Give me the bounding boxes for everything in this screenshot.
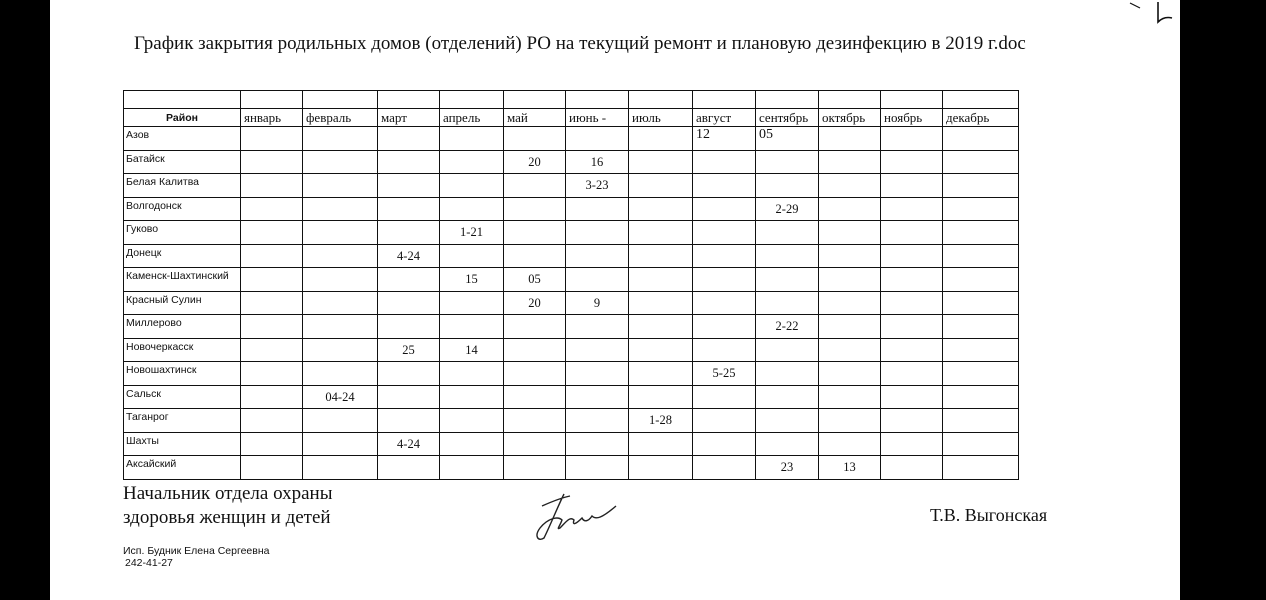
district-name: Миллерово <box>124 315 241 339</box>
district-name: Донецк <box>124 244 241 268</box>
schedule-cell <box>566 315 629 339</box>
schedule-cell <box>756 244 819 268</box>
district-name: Аксайский <box>124 456 241 480</box>
document-title: График закрытия родильных домов (отделений) РО на текущий ремонт и плановую дезинфекцию в 2019 г.doc <box>134 33 1026 54</box>
schedule-cell <box>378 385 440 409</box>
schedule-cell <box>943 315 1019 339</box>
table-row <box>124 127 1019 151</box>
schedule-cell: 20 <box>504 291 566 315</box>
header-month: март <box>378 109 440 127</box>
blank-cell <box>440 91 504 109</box>
schedule-cell: 13 <box>819 456 881 480</box>
schedule-cell <box>378 268 440 292</box>
schedule-cell: 05 <box>756 127 819 151</box>
table-row <box>124 221 1019 245</box>
schedule-cell <box>943 432 1019 456</box>
schedule-cell <box>881 362 943 386</box>
schedule-cell <box>693 432 756 456</box>
schedule-cell <box>629 197 693 221</box>
table-row <box>124 197 1019 221</box>
table-row <box>124 291 1019 315</box>
district-name: Красный Сулин <box>124 291 241 315</box>
table-row <box>124 150 1019 174</box>
schedule-cell <box>241 291 303 315</box>
schedule-cell <box>378 221 440 245</box>
table-row <box>124 315 1019 339</box>
schedule-cell <box>440 409 504 433</box>
blank-top-row <box>124 91 1019 109</box>
schedule-cell <box>943 127 1019 151</box>
schedule-cell <box>756 291 819 315</box>
schedule-cell <box>881 244 943 268</box>
blank-cell <box>881 91 943 109</box>
schedule-cell <box>440 127 504 151</box>
schedule-cell <box>943 221 1019 245</box>
schedule-cell <box>819 150 881 174</box>
schedule-cell <box>693 268 756 292</box>
schedule-cell <box>241 362 303 386</box>
schedule-cell <box>629 268 693 292</box>
schedule-cell <box>566 244 629 268</box>
schedule-cell <box>566 338 629 362</box>
district-name: Азов <box>124 127 241 151</box>
schedule-cell <box>440 456 504 480</box>
district-name: Шахты <box>124 432 241 456</box>
schedule-cell: 4-24 <box>378 244 440 268</box>
schedule-cell <box>378 315 440 339</box>
schedule-cell <box>881 291 943 315</box>
schedule-cell: 25 <box>378 338 440 362</box>
schedule-cell <box>378 197 440 221</box>
schedule-cell <box>378 362 440 386</box>
schedule-cell <box>504 221 566 245</box>
schedule-cell <box>504 338 566 362</box>
schedule-cell <box>566 127 629 151</box>
schedule-cell <box>693 150 756 174</box>
schedule-cell <box>241 385 303 409</box>
schedule-cell <box>629 221 693 245</box>
schedule-cell <box>378 127 440 151</box>
schedule-cell <box>756 409 819 433</box>
schedule-cell: 9 <box>566 291 629 315</box>
schedule-cell: 05 <box>504 268 566 292</box>
schedule-cell <box>693 315 756 339</box>
schedule-cell <box>629 291 693 315</box>
schedule-cell <box>440 244 504 268</box>
schedule-cell <box>303 409 378 433</box>
schedule-cell <box>241 315 303 339</box>
schedule-cell <box>881 432 943 456</box>
executor-phone: 242-41-27 <box>125 557 173 569</box>
schedule-cell <box>881 127 943 151</box>
schedule-cell: 23 <box>756 456 819 480</box>
schedule-cell <box>881 456 943 480</box>
blank-cell <box>124 91 241 109</box>
schedule-cell <box>629 315 693 339</box>
schedule-cell <box>819 315 881 339</box>
schedule-cell <box>693 385 756 409</box>
schedule-cell <box>303 127 378 151</box>
schedule-cell <box>303 315 378 339</box>
schedule-cell <box>504 127 566 151</box>
schedule-cell <box>440 291 504 315</box>
schedule-cell <box>241 268 303 292</box>
schedule-cell <box>943 244 1019 268</box>
schedule-cell: 15 <box>440 268 504 292</box>
schedule-cell <box>566 362 629 386</box>
schedule-cell <box>943 150 1019 174</box>
schedule-cell <box>566 268 629 292</box>
schedule-cell <box>566 221 629 245</box>
schedule-cell <box>303 197 378 221</box>
schedule-cell <box>378 174 440 198</box>
schedule-cell: 1-28 <box>629 409 693 433</box>
executor-info <box>123 545 269 569</box>
schedule-cell <box>303 244 378 268</box>
schedule-cell <box>241 456 303 480</box>
schedule-cell <box>629 385 693 409</box>
schedule-cell <box>241 221 303 245</box>
schedule-cell <box>241 432 303 456</box>
schedule-cell <box>504 244 566 268</box>
schedule-cell <box>566 456 629 480</box>
schedule-cell <box>303 291 378 315</box>
schedule-cell: 2-29 <box>756 197 819 221</box>
header-month: июнь - <box>566 109 629 127</box>
table-row <box>124 338 1019 362</box>
header-row <box>124 109 1019 127</box>
schedule-cell <box>629 150 693 174</box>
schedule-cell <box>819 197 881 221</box>
schedule-cell: 20 <box>504 150 566 174</box>
schedule-cell <box>943 409 1019 433</box>
schedule-cell <box>303 456 378 480</box>
district-name: Волгодонск <box>124 197 241 221</box>
table-row <box>124 362 1019 386</box>
schedule-cell <box>440 362 504 386</box>
schedule-table <box>123 90 1019 480</box>
blank-cell <box>629 91 693 109</box>
schedule-cell <box>881 338 943 362</box>
schedule-cell <box>943 456 1019 480</box>
blank-cell <box>241 91 303 109</box>
table-row <box>124 432 1019 456</box>
header-district: Район <box>124 109 241 127</box>
schedule-cell <box>756 150 819 174</box>
signer-position <box>123 482 332 530</box>
schedule-cell <box>303 338 378 362</box>
schedule-cell <box>566 197 629 221</box>
schedule-cell <box>943 174 1019 198</box>
header-month: ноябрь <box>881 109 943 127</box>
schedule-cell <box>943 338 1019 362</box>
schedule-cell <box>378 150 440 174</box>
schedule-cell <box>819 174 881 198</box>
blank-cell <box>693 91 756 109</box>
district-name: Таганрог <box>124 409 241 433</box>
schedule-cell <box>303 268 378 292</box>
schedule-cell <box>504 432 566 456</box>
schedule-cell <box>241 127 303 151</box>
district-name: Каменск-Шахтинский <box>124 268 241 292</box>
schedule-cell <box>881 221 943 245</box>
table-row <box>124 385 1019 409</box>
schedule-cell <box>440 432 504 456</box>
executor-name: Исп. Будник Елена Сергеевна <box>123 545 270 557</box>
schedule-cell <box>943 291 1019 315</box>
schedule-cell: 4-24 <box>378 432 440 456</box>
table-row <box>124 456 1019 480</box>
schedule-cell <box>943 362 1019 386</box>
blank-cell <box>378 91 440 109</box>
schedule-cell <box>819 338 881 362</box>
schedule-cell <box>756 268 819 292</box>
position-line-2: здоровья женщин и детей <box>123 507 331 528</box>
schedule-cell <box>566 432 629 456</box>
schedule-cell <box>943 268 1019 292</box>
schedule-cell <box>241 244 303 268</box>
schedule-cell <box>819 385 881 409</box>
schedule-cell <box>241 197 303 221</box>
handwritten-signature <box>530 486 620 546</box>
blank-cell <box>756 91 819 109</box>
schedule-cell <box>378 456 440 480</box>
schedule-cell <box>440 174 504 198</box>
district-name: Новочеркасск <box>124 338 241 362</box>
scan-mark <box>1100 0 1180 40</box>
schedule-cell <box>693 338 756 362</box>
schedule-cell <box>881 174 943 198</box>
schedule-cell <box>504 362 566 386</box>
schedule-cell <box>756 221 819 245</box>
header-month: май <box>504 109 566 127</box>
schedule-cell <box>241 409 303 433</box>
signer-name: Т.В. Выгонская <box>930 505 1048 525</box>
schedule-cell <box>943 197 1019 221</box>
schedule-cell <box>303 150 378 174</box>
schedule-cell <box>756 338 819 362</box>
schedule-cell <box>504 456 566 480</box>
schedule-cell <box>881 150 943 174</box>
schedule-cell: 1-21 <box>440 221 504 245</box>
schedule-cell <box>881 268 943 292</box>
schedule-cell <box>241 174 303 198</box>
schedule-cell <box>629 127 693 151</box>
schedule-cell <box>819 268 881 292</box>
schedule-cell <box>629 432 693 456</box>
schedule-cell: 14 <box>440 338 504 362</box>
header-month: декабрь <box>943 109 1019 127</box>
header-month: июль <box>629 109 693 127</box>
district-name: Новошахтинск <box>124 362 241 386</box>
schedule-cell <box>693 291 756 315</box>
schedule-cell <box>566 409 629 433</box>
schedule-cell <box>378 409 440 433</box>
schedule-cell: 12 <box>693 127 756 151</box>
blank-cell <box>943 91 1019 109</box>
district-name: Гуково <box>124 221 241 245</box>
schedule-cell: 5-25 <box>693 362 756 386</box>
schedule-cell <box>378 291 440 315</box>
schedule-cell <box>504 197 566 221</box>
header-month: февраль <box>303 109 378 127</box>
schedule-cell <box>629 362 693 386</box>
schedule-cell: 16 <box>566 150 629 174</box>
blank-cell <box>566 91 629 109</box>
schedule-cell <box>756 432 819 456</box>
header-month: октябрь <box>819 109 881 127</box>
schedule-cell <box>629 338 693 362</box>
schedule-cell <box>819 409 881 433</box>
schedule-cell: 2-22 <box>756 315 819 339</box>
schedule-cell <box>629 456 693 480</box>
schedule-cell <box>881 409 943 433</box>
district-name: Батайск <box>124 150 241 174</box>
schedule-cell <box>303 174 378 198</box>
schedule-cell <box>881 197 943 221</box>
position-line-1: Начальник отдела охраны <box>123 483 333 504</box>
table-row <box>124 268 1019 292</box>
schedule-cell <box>693 197 756 221</box>
schedule-cell <box>819 221 881 245</box>
document-page <box>50 0 1180 600</box>
blank-cell <box>303 91 378 109</box>
schedule-cell <box>440 315 504 339</box>
table-row <box>124 409 1019 433</box>
schedule-cell <box>303 221 378 245</box>
schedule-cell <box>693 456 756 480</box>
schedule-cell <box>756 174 819 198</box>
schedule-cell <box>819 432 881 456</box>
header-month: август <box>693 109 756 127</box>
schedule-cell <box>693 244 756 268</box>
schedule-cell <box>504 409 566 433</box>
schedule-cell <box>440 150 504 174</box>
schedule-cell <box>819 244 881 268</box>
schedule-cell: 3-23 <box>566 174 629 198</box>
schedule-cell <box>303 432 378 456</box>
district-name: Белая Калитва <box>124 174 241 198</box>
schedule-cell <box>566 385 629 409</box>
schedule-cell <box>504 315 566 339</box>
schedule-cell <box>241 338 303 362</box>
schedule-cell <box>881 315 943 339</box>
schedule-cell <box>943 385 1019 409</box>
schedule-cell <box>756 362 819 386</box>
schedule-cell <box>819 127 881 151</box>
schedule-cell <box>440 197 504 221</box>
schedule-cell <box>629 174 693 198</box>
table-row <box>124 244 1019 268</box>
schedule-cell <box>693 174 756 198</box>
blank-cell <box>819 91 881 109</box>
header-month: апрель <box>440 109 504 127</box>
blank-cell <box>504 91 566 109</box>
header-month: сентябрь <box>756 109 819 127</box>
table-row <box>124 174 1019 198</box>
schedule-cell <box>241 150 303 174</box>
schedule-cell <box>881 385 943 409</box>
schedule-cell <box>440 385 504 409</box>
schedule-cell <box>819 362 881 386</box>
schedule-cell <box>504 174 566 198</box>
schedule-cell <box>504 385 566 409</box>
district-name: Сальск <box>124 385 241 409</box>
header-month: январь <box>241 109 303 127</box>
schedule-cell <box>629 244 693 268</box>
schedule-cell: 04-24 <box>303 385 378 409</box>
schedule-cell <box>693 409 756 433</box>
schedule-cell <box>819 291 881 315</box>
schedule-cell <box>756 385 819 409</box>
schedule-cell <box>303 362 378 386</box>
schedule-cell <box>693 221 756 245</box>
